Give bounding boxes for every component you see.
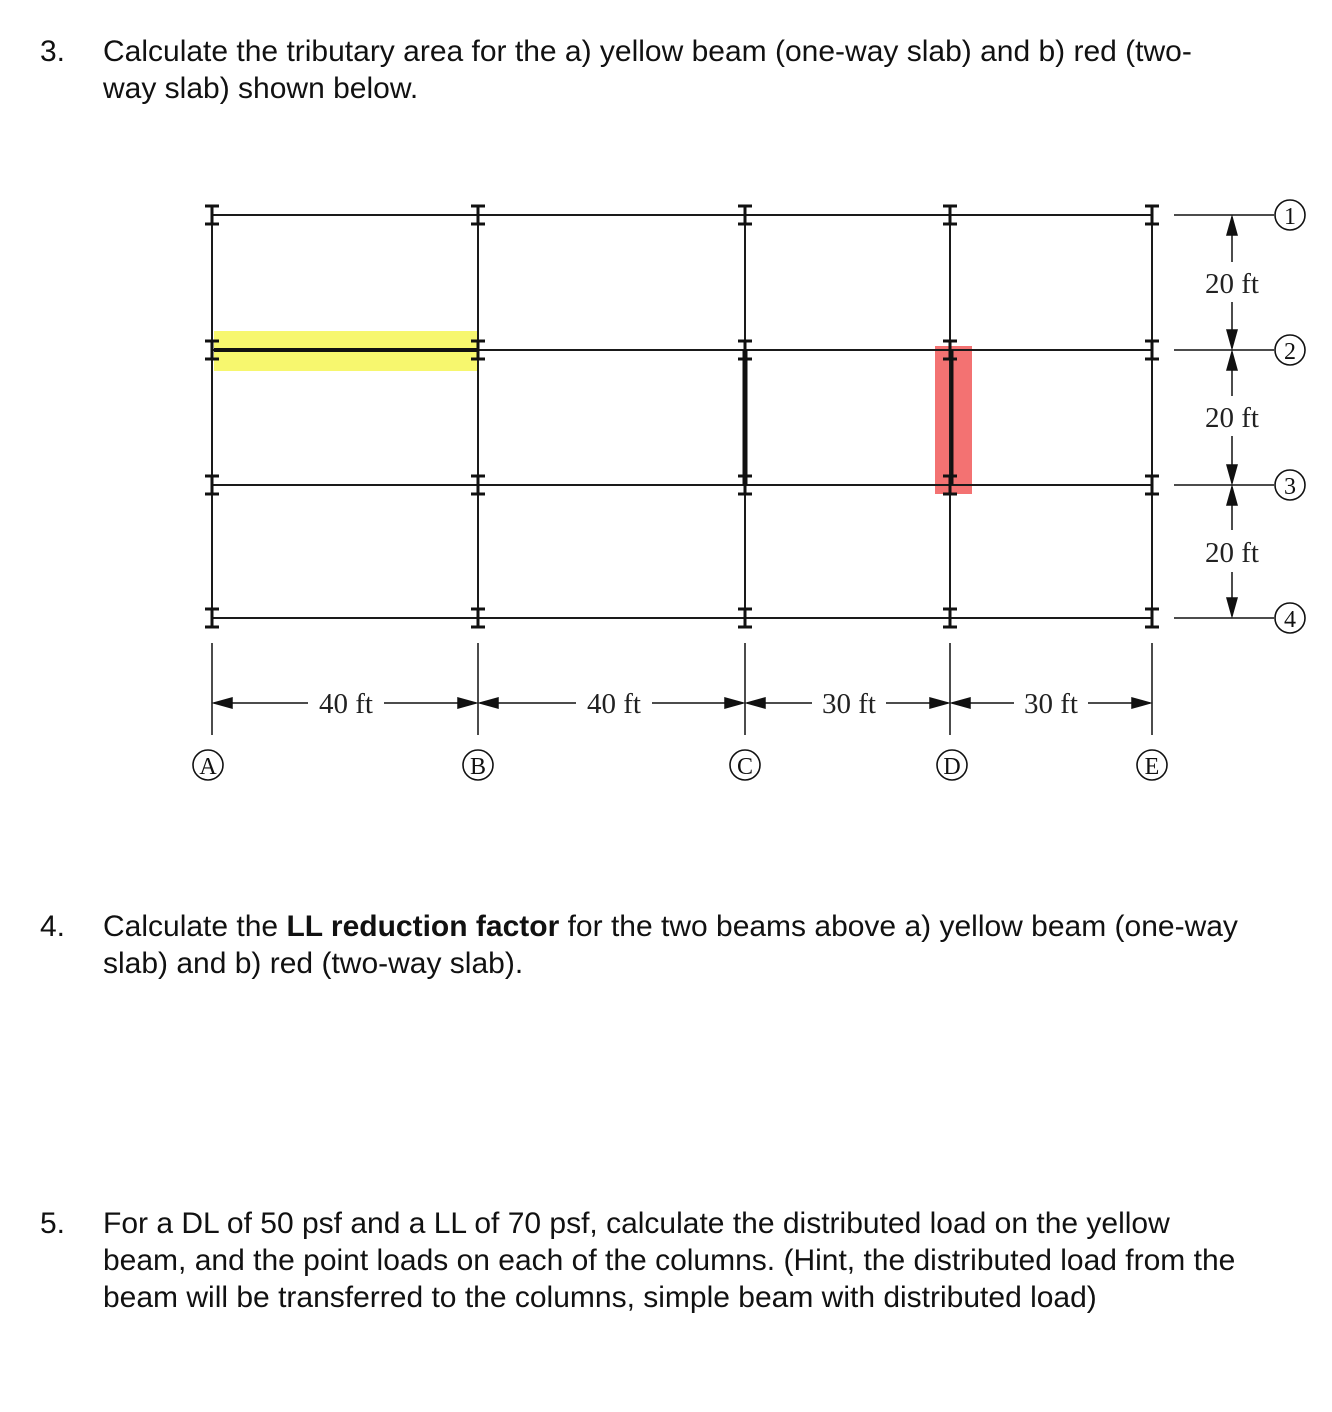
vertical-dimension-line [1174,215,1274,618]
column-c2 [738,341,752,359]
column-d4 [943,609,957,627]
red-beam-highlight [935,346,972,494]
column-c4 [738,609,752,627]
grid-label-b: B [469,754,487,780]
grid-bubble-2 [1275,335,1305,365]
column-e4 [1145,609,1159,627]
question-5 [40,1205,1240,1316]
question-5-text: For a DL of 50 psf and a LL of 70 psf, calculate the distributed load on the yellow beam, and the point loads on each of the columns. (Hint, the distributed load from the beam will be transferred to the columns, simple beam with distributed load) [103,1207,1236,1314]
arrow-d-left [930,698,948,708]
grid-label-c: C [736,754,754,780]
arrow-3-up [1227,465,1237,483]
column-a3 [205,476,219,494]
grid-bubble-e [1137,750,1167,780]
grid-bubble-b [463,750,493,780]
column-e1 [1145,206,1159,224]
column-a1 [205,206,219,224]
question-4-text-after: for the two beams above a) yellow beam (one-way slab) and b) red (two-way slab). [103,910,1238,980]
column-symbols [205,206,1159,627]
column-e3 [1145,476,1159,494]
column-d3 [943,476,957,494]
dim-label-de: 30 ft [1024,688,1078,720]
grid-label-2: 2 [1284,339,1296,365]
grid-label-1: 1 [1284,204,1296,230]
question-4-number: 4. [40,910,66,943]
question-3-text: Calculate the tributary area for the a) yellow beam (one-way slab) and b) red (two-way slab) shown below. [103,35,1192,105]
grid-bubble-a [193,750,223,780]
grid-label-d: D [943,754,961,780]
column-d1 [943,206,957,224]
dim-label-cd: 30 ft [822,688,876,720]
arrow-b-right [480,698,498,708]
grid-label-e: E [1144,754,1160,780]
column-a4 [205,609,219,627]
arrow-3-down [1227,487,1237,505]
arrow-2-up [1227,330,1237,348]
grid-label-a: A [199,754,217,780]
dim-label-23: 20 ft [1205,402,1259,434]
arrow-4-up [1227,598,1237,616]
arrow-c-right [747,698,765,708]
column-a2 [205,341,219,359]
arrow-1-down [1227,217,1237,235]
horizontal-dimension-line [212,643,1152,735]
arrow-2-down [1227,352,1237,370]
vertical-girders [212,215,1152,618]
column-c1 [738,206,752,224]
arrow-a-right [214,698,232,708]
column-b1 [471,206,485,224]
column-grid-bubbles [193,750,1167,780]
column-c3 [738,476,752,494]
dim-label-ab: 40 ft [319,688,373,720]
grid-bubble-1 [1275,200,1305,230]
arrow-c-left [725,698,743,708]
dim-label-34: 20 ft [1205,537,1259,569]
column-b3 [471,476,485,494]
arrow-e-left [1132,698,1150,708]
grid-bubble-4 [1275,603,1305,633]
horizontal-dimension-labels [319,688,1078,720]
grid-bubble-c [730,750,760,780]
column-e2 [1145,341,1159,359]
grid-label-4: 4 [1284,607,1296,633]
vertical-dimension-labels [1205,268,1259,569]
yellow-beam-highlight [214,331,477,371]
grid-bubble-3 [1275,470,1305,500]
column-b4 [471,609,485,627]
grid-label-3: 3 [1284,474,1296,500]
horizontal-beams [212,215,1152,618]
question-3 [40,33,1240,107]
question-4-bold-term: LL reduction factor [286,910,560,943]
question-4-text-before: Calculate the [103,910,287,943]
dim-label-12: 20 ft [1205,268,1259,300]
row-grid-bubbles [1275,200,1305,633]
question-4-text [103,908,1240,982]
question-4 [40,908,1240,982]
dim-label-bc: 40 ft [587,688,641,720]
grid-bubble-d [937,750,967,780]
question-5-number: 5. [40,1207,66,1240]
question-3-number: 3. [40,35,66,68]
arrow-d-right [952,698,970,708]
column-b2 [471,341,485,359]
arrow-b-left [458,698,476,708]
column-d2 [943,341,957,359]
